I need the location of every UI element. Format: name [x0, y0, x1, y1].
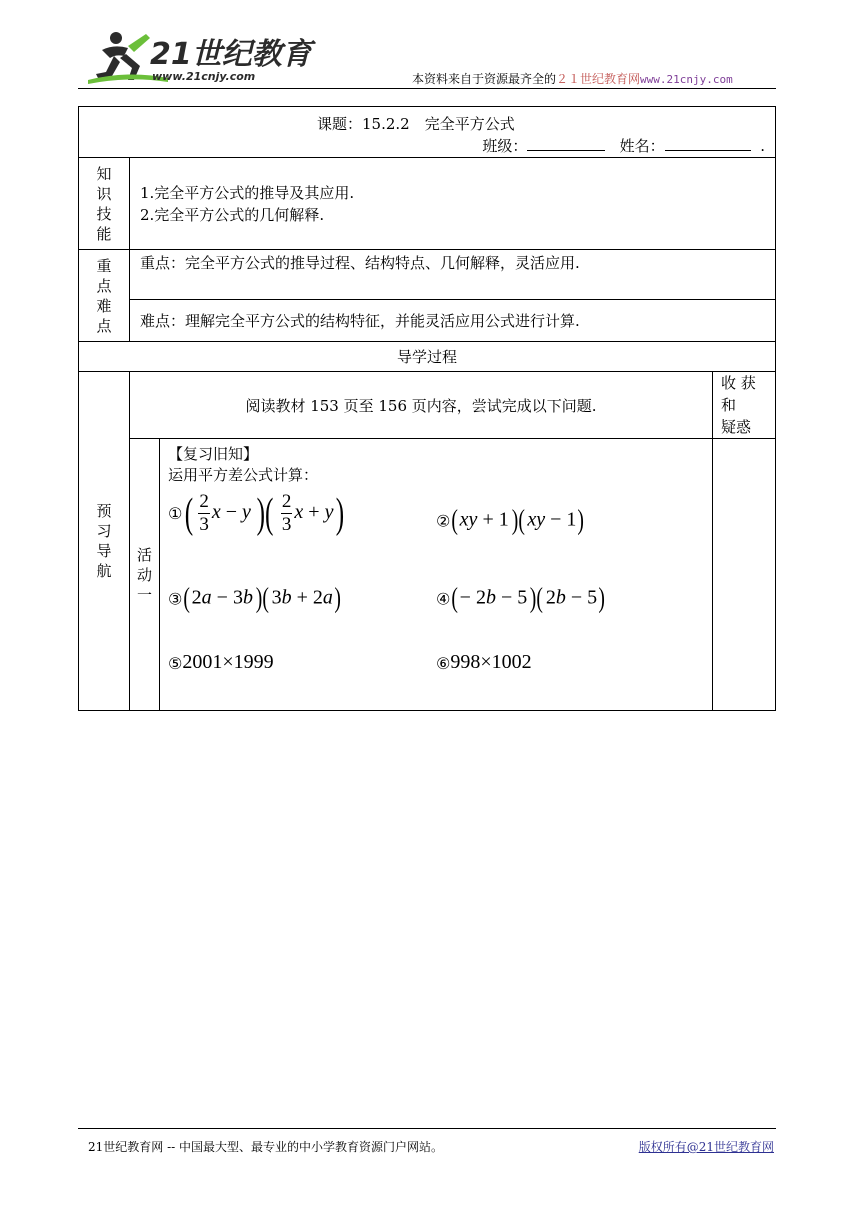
- header-rule: [78, 88, 776, 89]
- preview-label: 预 习 导 航: [79, 372, 130, 711]
- name-label: 姓名：: [619, 137, 665, 155]
- reading-instruction: 阅读教材 153 页至 156 页内容，尝试完成以下问题.: [130, 372, 713, 439]
- knowledge-label: 知 识 技 能: [79, 158, 130, 250]
- notes-column[interactable]: [713, 439, 776, 711]
- problem-6-expr: 998×1002: [450, 651, 532, 673]
- name-end: .: [760, 137, 765, 155]
- site-logo: [88, 28, 312, 88]
- activity-label: 活 动 一: [130, 439, 160, 711]
- source-note-prefix: 本资料来自于资源最齐全的: [412, 72, 557, 86]
- harvest-label: 收 获 和: [721, 374, 756, 414]
- logo-text: 21世纪教育: [150, 37, 312, 72]
- keypoints-label: 重 点 难 点: [79, 250, 130, 342]
- footer-rule: [78, 1128, 776, 1129]
- problem-3: ③(2a − 3b)( 3b + 2a): [168, 583, 341, 614]
- source-note: [412, 70, 733, 87]
- problem-1: ①( $\frac{2}{3}$ x − y )( $\frac{2}{3}$ x + y): [168, 490, 345, 537]
- problem-4: ④(− 2b − 5)( 2b − 5): [436, 583, 606, 614]
- lesson-title-cell: [79, 107, 776, 158]
- problem-6: ⑥998×1002: [436, 651, 532, 673]
- knowledge-item: 2.完全平方公式的几何解释.: [140, 205, 325, 224]
- guide-heading: 导学过程: [79, 342, 776, 372]
- problem-5: ⑤2001×1999: [168, 651, 274, 673]
- doubt-label: 疑惑: [721, 418, 752, 436]
- knowledge-items: [130, 158, 776, 250]
- lesson-table: [78, 106, 776, 711]
- problem-5-expr: 2001×1999: [182, 651, 274, 673]
- footer-left: 21世纪教育网 -- 中国最大型、最专业的中小学教育资源门户网站。: [88, 1140, 444, 1154]
- source-note-url[interactable]: www.21cnjy.com: [640, 73, 733, 86]
- difficult-point: 难点：理解完全平方公式的结构特征，并能灵活应用公式进行计算.: [130, 300, 776, 342]
- name-blank[interactable]: [665, 136, 751, 151]
- activity-content: [160, 439, 713, 711]
- lesson-title: 课题：15.2.2 完全平方公式: [317, 115, 515, 133]
- source-note-site: ２１世纪教育网: [556, 72, 641, 86]
- harvest-doubt-header: [713, 372, 776, 439]
- problem-2: ②(xy + 1)( xy − 1): [436, 505, 585, 536]
- review-title: 【复习旧知】: [168, 445, 259, 463]
- logo-url: www.21cnjy.com: [152, 70, 256, 83]
- review-prompt: 运用平方差公式计算：: [168, 466, 319, 484]
- footer-copyright-link[interactable]: 版权所有@21世纪教育网: [638, 1140, 774, 1154]
- class-label: 班级：: [482, 137, 528, 155]
- class-name-line: [482, 135, 765, 156]
- key-point: 重点：完全平方公式的推导过程、结构特点、几何解释，灵活应用.: [130, 250, 776, 300]
- knowledge-item: 1.完全平方公式的推导及其应用.: [140, 183, 355, 202]
- class-blank[interactable]: [527, 136, 605, 151]
